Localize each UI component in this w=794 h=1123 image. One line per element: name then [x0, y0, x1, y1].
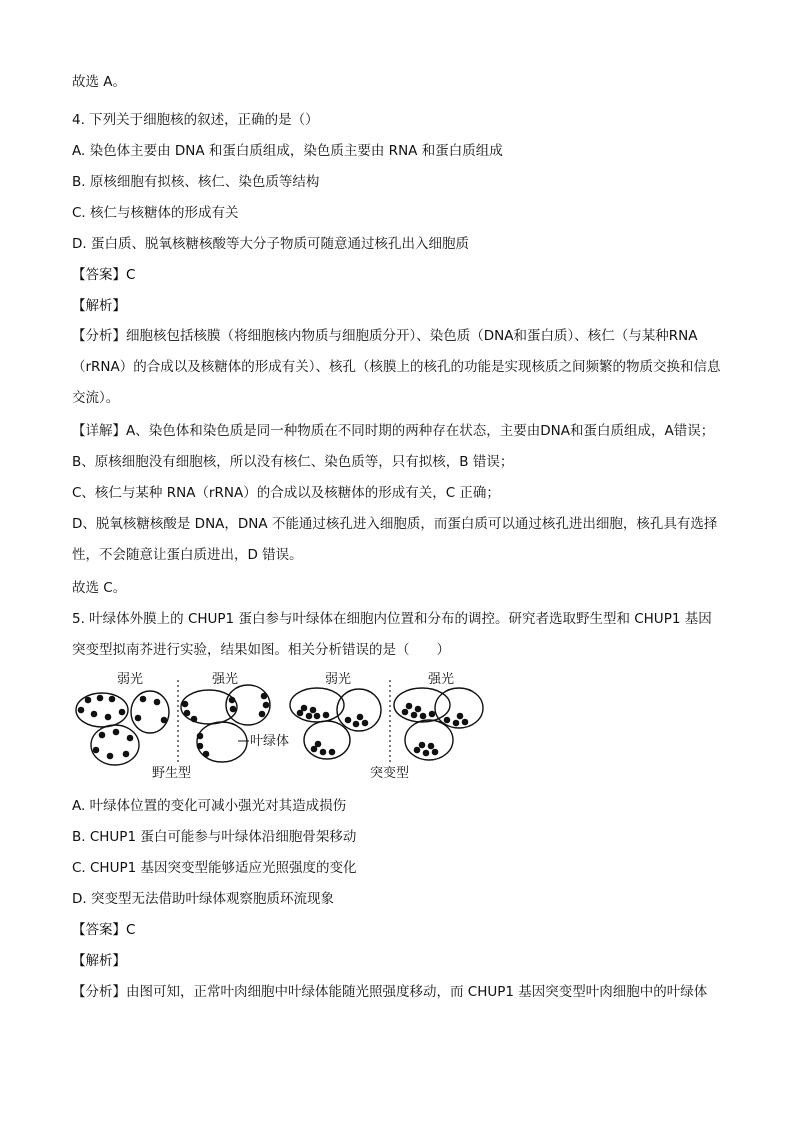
chloroplast: [314, 713, 321, 720]
option-b: B. 原核细胞有拟核、核仁、染色质等结构: [72, 174, 320, 190]
chloroplast: [93, 747, 100, 754]
chloroplast: [259, 711, 266, 718]
analysis-paragraph: 【分析】由图可知，正常叶肉细胞中叶绿体能随光照强度移动，而 CHUP1 基因突变型叶肉细胞中的叶绿体: [72, 984, 708, 1000]
chloroplast: [261, 693, 268, 700]
chloroplast: [107, 753, 114, 760]
chloroplast: [310, 707, 317, 714]
chloroplast: [229, 697, 236, 704]
chloroplast: [428, 743, 435, 750]
chloroplast: [263, 702, 270, 709]
chloroplast: [320, 749, 327, 756]
chloroplast: [432, 749, 439, 756]
chloroplast: [306, 713, 313, 720]
chloroplast: [119, 709, 126, 716]
chloroplast: [457, 713, 464, 720]
detail-c: C、核仁与某种 RNA（rRNA）的合成以及核糖体的形成有关，C 正确；: [72, 485, 500, 501]
analysis-heading: 【解析】: [72, 953, 126, 969]
option-a: A. 染色体主要由 DNA 和蛋白质组成，染色质主要由 RNA 和蛋白质组成: [72, 143, 503, 159]
text-line: 故选 A。: [72, 74, 127, 90]
chloroplast: [453, 720, 460, 727]
chloroplast: [182, 701, 189, 708]
detail-b: B、原核细胞没有细胞核，所以没有核仁、染色质等，只有拟核，B 错误；: [72, 454, 514, 470]
chloroplast: [345, 717, 352, 724]
chloroplast: [323, 712, 330, 719]
chloroplast: [154, 699, 161, 706]
question-4: 4. 下列关于细胞核的叙述，正确的是（）: [72, 112, 319, 128]
analysis-paragraph: 【分析】细胞核包括核膜（将细胞核内物质与细胞质分开）、染色质（DNA和蛋白质）、核仁（与某种RNA（rRNA）的合成以及核糖体的形成有关）、核孔（核膜上的核孔的功能是实现核质之间频繁的物质交换和信息交流）。: [72, 328, 721, 406]
detail-d: D、脱氧核糖核酸是 DNA，DNA 不能通过核孔进入细胞质，而蛋白质可以通过核孔进出细胞，核孔具有选择性，不会随意让蛋白质进出，D 错误。: [72, 516, 718, 563]
chloroplast-figure: [72, 672, 492, 784]
chloroplast: [123, 751, 130, 758]
option-d: D. 蛋白质、脱氧核糖核酸等大分子物质可随意通过核孔出入细胞质: [72, 236, 469, 252]
cell: [304, 721, 350, 759]
text-line: 故选 C。: [72, 580, 127, 596]
chloroplast: [362, 720, 369, 727]
option-c: C. CHUP1 基因突变型能够适应光照强度的变化: [72, 860, 357, 876]
chloroplast: [78, 707, 85, 714]
strong-light-label: 强光: [212, 672, 239, 687]
chloroplast: [161, 717, 168, 724]
strong-light-label: 强光: [428, 672, 455, 687]
mutant-label: 突变型: [370, 766, 410, 781]
chloroplast: [230, 706, 237, 713]
chloroplast: [99, 732, 106, 739]
chloroplast: [301, 705, 308, 712]
chloroplast: [184, 710, 191, 717]
chloroplast: [97, 695, 104, 702]
analysis-heading: 【解析】: [72, 298, 126, 314]
cell: [131, 691, 169, 733]
chloroplast: [411, 712, 418, 719]
chloroplast: [357, 714, 364, 721]
chloroplast: [353, 721, 360, 728]
weak-light-label: 弱光: [117, 672, 144, 687]
chloroplast: [444, 717, 451, 724]
option-d: D. 突变型无法借助叶绿体观察胞质环流现象: [72, 891, 334, 907]
chloroplast: [420, 713, 427, 720]
chloroplast: [415, 706, 422, 713]
chloroplast: [402, 709, 409, 716]
chloroplast: [329, 749, 336, 756]
option-a: A. 叶绿体位置的变化可减小强光对其造成损伤: [72, 798, 347, 814]
chloroplast: [85, 697, 92, 704]
chloroplast: [419, 742, 426, 749]
chloroplast: [414, 747, 421, 754]
detail-a: 【详解】A、染色体和染色质是同一种物质在不同时期的两种存在状态，主要由DNA和蛋白质组成，A错误；: [72, 423, 715, 439]
chloroplast: [140, 696, 147, 703]
option-c: C. 核仁与核糖体的形成有关: [72, 205, 239, 221]
chloroplast: [315, 741, 322, 748]
chloroplast: [135, 715, 142, 722]
chloroplast-label: 叶绿体: [250, 734, 290, 749]
chloroplast: [191, 716, 198, 723]
chloroplast: [105, 714, 112, 721]
chloroplast: [462, 719, 469, 726]
chloroplast: [197, 733, 204, 740]
option-b: B. CHUP1 蛋白可能参与叶绿体沿细胞骨架移动: [72, 829, 357, 845]
weak-light-label: 弱光: [325, 672, 352, 687]
chloroplast: [423, 750, 430, 757]
chloroplast: [109, 696, 116, 703]
chloroplast: [197, 743, 204, 750]
chloroplast: [429, 711, 436, 718]
chloroplast: [203, 751, 210, 758]
answer: 【答案】C: [72, 267, 136, 283]
chloroplast: [91, 711, 98, 718]
question-5: 5. 叶绿体外膜上的 CHUP1 蛋白参与叶绿体在细胞内位置和分布的调控。研究者选取野生型和 CHUP1 基因突变型拟南芥进行实验，结果如图。相关分析错误的是（ ）: [72, 611, 712, 658]
chloroplast: [406, 703, 413, 710]
chloroplast: [127, 735, 134, 742]
answer: 【答案】C: [72, 922, 136, 938]
wild-type-label: 野生型: [152, 766, 192, 781]
chloroplast: [113, 729, 120, 736]
